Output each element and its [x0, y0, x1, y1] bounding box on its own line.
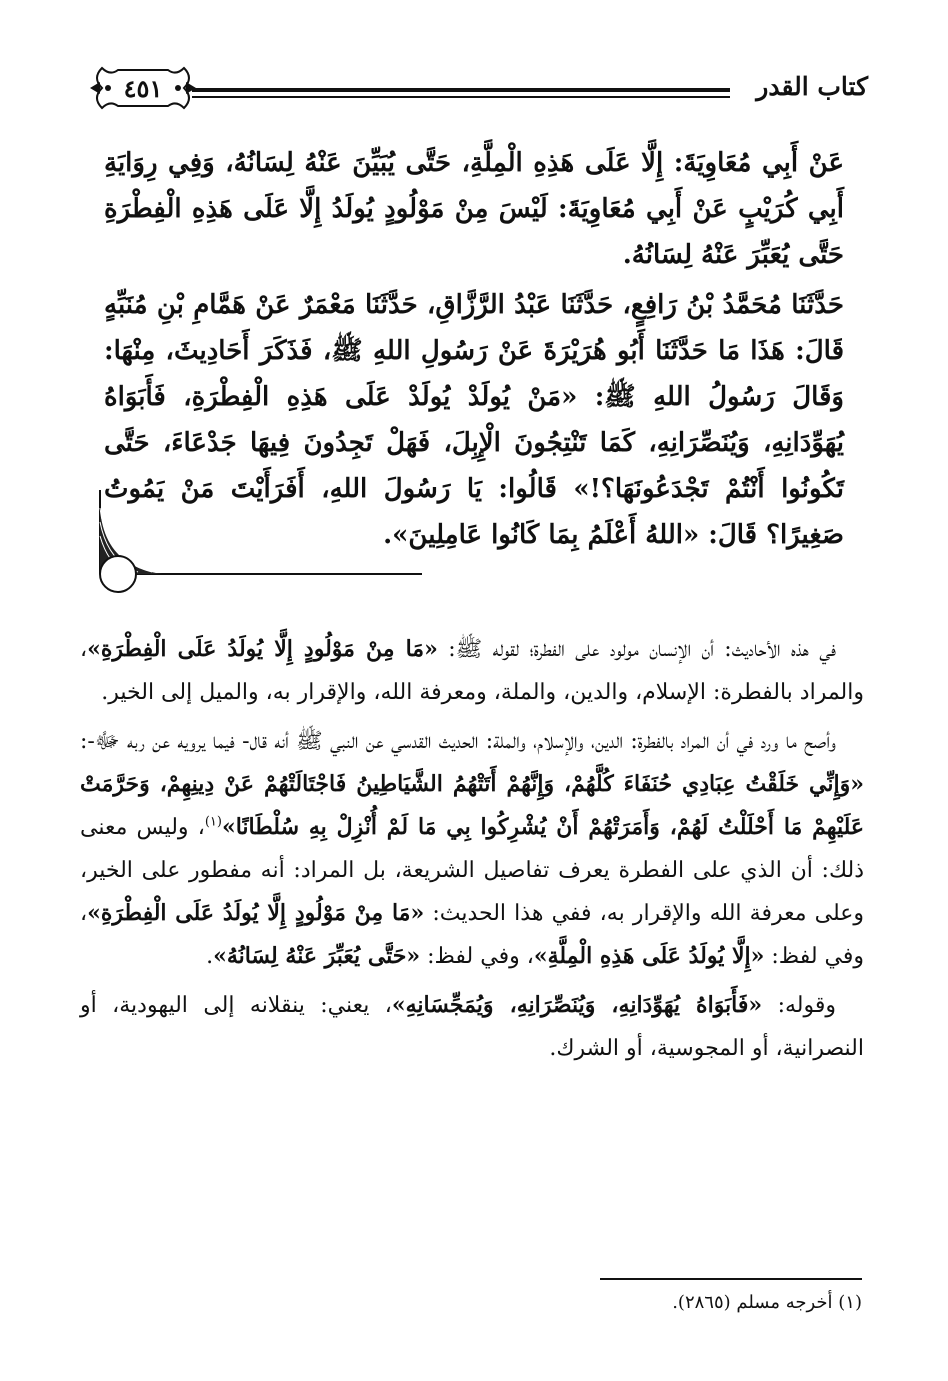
page-number-frame: [88, 64, 198, 112]
hadith-quote: «إِلَّا يُولَدُ عَلَى هَذِهِ الْمِلَّةِ»: [533, 943, 765, 969]
hadith-quote: «فَأَبَوَاهُ يُهَوِّدَانِهِ، وَيُنَصِّرَانِهِ، وَيُمَجِّسَانِهِ»: [391, 992, 763, 1018]
chapter-title: كتاب القدر: [756, 72, 868, 101]
commentary-text: وقوله:: [762, 993, 836, 1018]
header-rule-thin: [192, 96, 730, 98]
footnote-reference: (١): [204, 814, 222, 830]
hadith-quote: «مَا مِنْ مَوْلُودٍ إِلَّا يُولَدُ عَلَى الْفِطْرَةِ»: [87, 900, 425, 926]
commentary-text: وأصح ما ورد في أن المراد بالفطرة: الدين، والإسلام، والملة: الحديث القدسي عن النبي ﷺ أنه قال- فيما يرويه عن ربه ﷻ-:: [80, 729, 836, 754]
commentary-text: ، يعني: ينقلانه إلى اليهودية، أو النصرانية، أو المجوسية، أو الشرك.: [80, 993, 864, 1061]
hadith-quote: «وَإِنِّي خَلَقْتُ عِبَادِي حُنَفَاءَ كُلَّهُمْ، وَإِنَّهُمْ أَتَتْهُمُ الشَّيَاطِينُ فَاجْتَالَتْهُمْ عَنْ دِينِهِمْ، وَحَرَّمَتْ عَلَيْهِمْ مَا أَحْلَلْتُ لَهُمْ، وَأَمَرَتْهُمْ أَنْ يُشْرِكُوا بِي مَا لَمْ أُنْزِلْ بِهِ سُلْطَانًا»: [80, 771, 864, 840]
page-header: [88, 62, 868, 118]
commentary-text: في هذه الأحاديث: أن الإنسان مولود على الفطرة؛ لقوله ﷺ:: [437, 637, 836, 662]
commentary-paragraph-1: [80, 628, 864, 714]
hadith-paragraph-1: عَنْ أَبِي مُعَاوِيَةَ: إِلَّا عَلَى هَذِهِ الْمِلَّةِ، حَتَّى يُبَيِّنَ عَنْهُ لِسَانُهُ، وَفِي رِوَايَةِ أَبِي كُرَيْبٍ عَنْ أَبِي مُعَاوِيَةَ: لَيْسَ مِنْ مَوْلُودٍ يُولَدُ إِلَّا عَلَى هَذِهِ الْفِطْرَةِ حَتَّى يُعَبِّرَ عَنْهُ لِسَانُهُ.: [104, 148, 844, 270]
page-number: ٤٥١: [123, 74, 163, 103]
header-rule-thick: [192, 88, 730, 92]
commentary-paragraph-2: [80, 720, 864, 978]
commentary-text: ، والمراد بالفطرة: الإسلام، والدين، والملة، ومعرفة الله، والإقرار به، والميل إلى الخير.: [80, 637, 864, 705]
footnote-separator: [600, 1278, 862, 1280]
commentary-text: ، وفي لفظ:: [80, 901, 864, 969]
hadith-quote: «مَا مِنْ مَوْلُودٍ إِلَّا يُولَدُ عَلَى الْفِطْرَةِ»: [87, 636, 438, 662]
footnote: (١) أخرجه مسلم (٢٨٦٥).: [672, 1292, 862, 1313]
commentary-text: ، وفي لفظ:: [420, 944, 534, 969]
hadith-paragraph-2: حَدَّثَنَا مُحَمَّدُ بْنُ رَافِعٍ، حَدَّثَنَا عَبْدُ الرَّزَّاقِ، حَدَّثَنَا مَعْمَرٌ عَنْ هَمَّامِ بْنِ مُنَبِّهٍ قَالَ: هَذَا مَا حَدَّثَنَا أَبُو هُرَيْرَةَ عَنْ رَسُولِ اللهِ ﷺ، فَذَكَرَ أَحَادِيثَ، مِنْهَا: وَقَالَ رَسُولُ اللهِ ﷺ: «مَنْ يُولَدْ يُولَدْ عَلَى هَذِهِ الْفِطْرَةِ، فَأَبَوَاهُ يُهَوِّدَانِهِ، وَيُنَصِّرَانِهِ، كَمَا تَنْتِجُونَ الْإِبِلَ، فَهَلْ تَجِدُونَ فِيهَا جَدْعَاءَ، حَتَّى تَكُونُوا أَنْتُمْ تَجْدَعُونَهَا؟!» قَالُوا: يَا رَسُولَ اللهِ، أَفَرَأَيْتَ مَنْ يَمُوتُ صَغِيرًا؟ قَالَ: «اللهُ أَعْلَمُ بِمَا كَانُوا عَامِلِينَ».: [104, 290, 844, 550]
commentary-text: .: [206, 944, 214, 969]
commentary-text: ، وليس معنى ذلك: أن الذي على الفطرة يعرف تفاصيل الشريعة، بل المراد: أنه مفطور على الخير، وعلى معرفة الله والإقرار به، ففي هذا الحديث:: [80, 815, 864, 926]
hadith-quote: «حَتَّى يُعَبِّرَ عَنْهُ لِسَانُهُ»: [213, 943, 421, 969]
corner-ornament-icon: [92, 488, 432, 598]
commentary-block: [80, 628, 864, 1076]
commentary-paragraph-3: [80, 984, 864, 1070]
